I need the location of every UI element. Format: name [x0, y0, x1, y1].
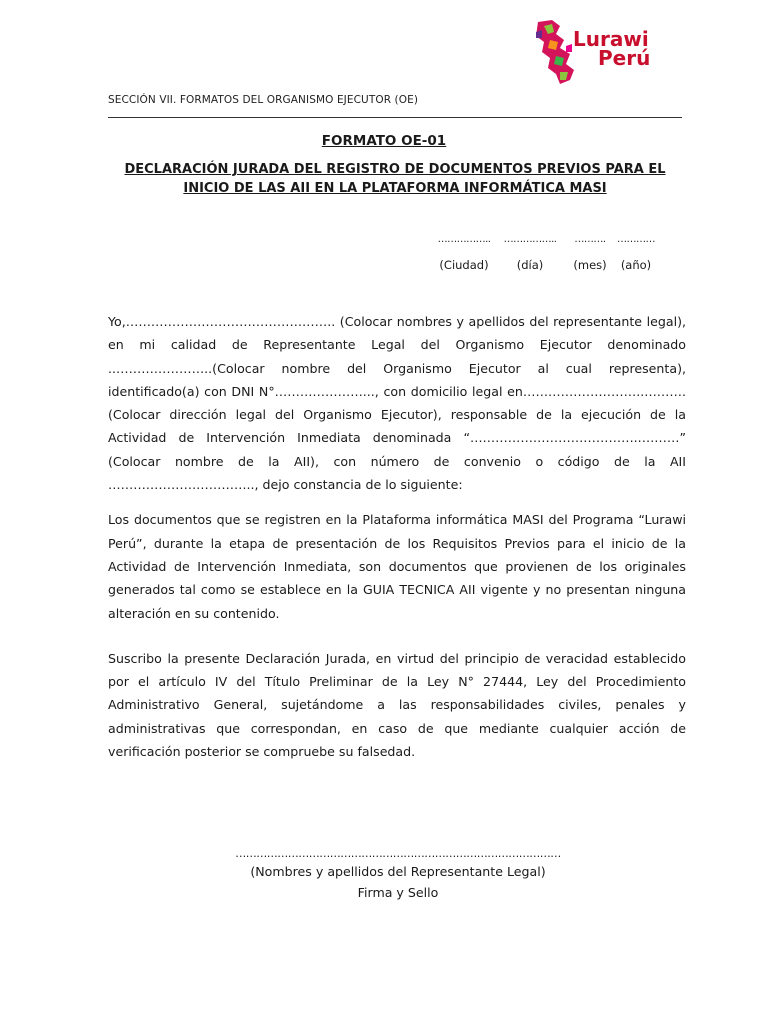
section-header: SECCIÓN VII. FORMATOS DEL ORGANISMO EJECUTOR (OE) [108, 94, 419, 106]
logo-line1: Lurawi [573, 27, 649, 51]
body-paragraph-documents: Los documentos que se registren en la Plataforma informática MASI del Programa “Lurawi Perú”, durante la etapa de presentación de los Requisitos Previos para el inicio de la Actividad de Intervención Inmediata, son documentos que provienen de los originales generados tal como se establece en la GUIA TECNICA AII vigente y no presentan ninguna alteración en su contenido. [108, 512, 686, 621]
body-paragraph-declaration: Yo,………………………………………….. (Colocar nombres y apellidos del representante legal), en mi calidad de Representante Legal del Organismo Ejecutor denominado ..…………………..(Colocar nombre del Organismo Ejecutor al cual representa), identificado(a) con DNI N°…………………..., con domicilio legal en………………………..………. (Colocar dirección legal del Organismo Ejecutor), responsable de la ejecución de la Actividad de Intervención Inmediata denominada “…………………………………..………” (Colocar nombre de la AII), con número de convenio o código de la AII …………………………….., dejo constancia de lo siguiente: [108, 314, 686, 493]
date-fields [430, 230, 670, 280]
date-field-label: (Ciudad) [439, 258, 489, 272]
date-field-dots: ………… [617, 234, 655, 245]
date-field-dots: …………….. [503, 234, 557, 245]
date-field-dots: ………. [574, 234, 606, 245]
date-field-month [570, 230, 610, 280]
document-body [108, 310, 686, 775]
signature-block [0, 843, 768, 903]
signature-line: ………………………………………………………………………………… [235, 847, 561, 860]
date-field-label: (año) [620, 258, 652, 272]
document-title [108, 160, 682, 198]
date-field-year [616, 230, 656, 280]
body-paragraph-subscription: Suscribo la presente Declaración Jurada, en virtud del principio de veracidad establecido por el artículo IV del Título Preliminar de la Ley N° 27444, Ley del Procedimiento Administrativo General, sujetándome a las responsabilidades civiles, penales y administrativas que correspondan, en caso de que mediante cualquier acción de verificación posterior se compruebe su falsedad. [108, 650, 686, 760]
date-field-city [434, 230, 494, 280]
document-title-line2: INICIO DE LAS AII EN LA PLATAFORMA INFORMÁTICA MASI [183, 181, 607, 196]
signature-name-label: (Nombres y apellidos del Representante Legal) [250, 864, 546, 879]
logo-wordmark [573, 27, 651, 70]
signature-stamp-label: Firma y Sello [357, 885, 439, 900]
date-field-dots: …………….. [437, 234, 491, 245]
date-field-day [502, 230, 558, 280]
logo-line2: Perú [598, 46, 651, 70]
format-code: FORMATO OE-01 [321, 133, 447, 149]
header-divider [108, 117, 682, 118]
date-field-label: (día) [516, 258, 544, 272]
document-title-line1: DECLARACIÓN JURADA DEL REGISTRO DE DOCUMENTOS PREVIOS PARA EL [124, 162, 666, 177]
date-field-label: (mes) [573, 258, 607, 272]
